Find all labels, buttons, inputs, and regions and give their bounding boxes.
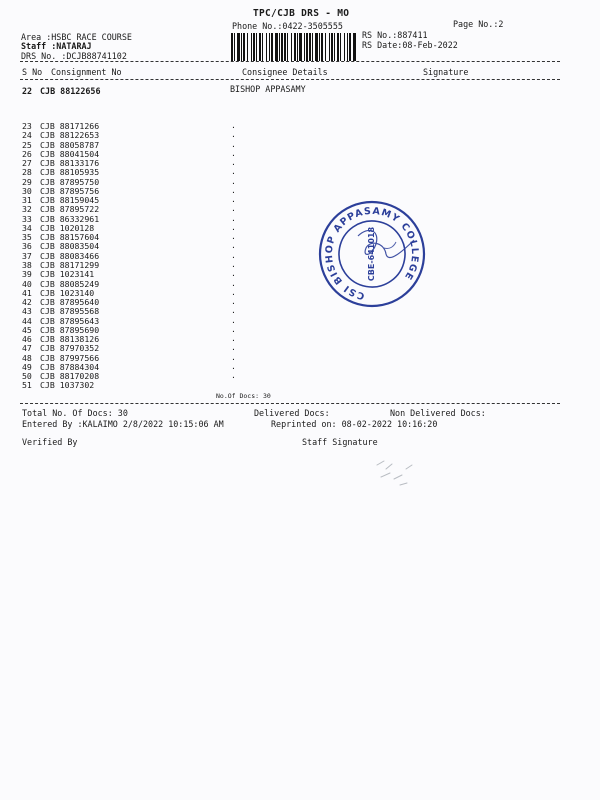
barcode-bar <box>262 33 263 61</box>
docs-count: No.Of Docs: 30 <box>216 392 271 400</box>
barcode-bar <box>234 33 235 61</box>
row-sno: 33 <box>22 213 32 224</box>
row-mark: . <box>231 221 236 232</box>
row-sno: 37 <box>22 250 32 261</box>
row-consignment: CJB 88085249 <box>40 278 100 289</box>
verified-by-label: Verified By <box>22 437 78 447</box>
row-sno: 22 <box>22 86 33 96</box>
barcode-bar <box>259 33 261 61</box>
row-consignment: CJB 88083504 <box>40 241 100 252</box>
row-consignment: CJB 87895722 <box>40 204 100 215</box>
barcode-bar <box>243 33 245 61</box>
row-sno: 29 <box>22 176 32 187</box>
svg-text:CSI BISHOP APPASAMY COLLEGE: CSI BISHOP APPASAMY COLLEGE <box>323 205 421 302</box>
row-consignment: CJB 1023140 <box>40 287 95 298</box>
svg-text:CBE-641018: CBE-641018 <box>367 226 376 282</box>
barcode-bar <box>299 33 302 61</box>
row-mark: . <box>231 184 236 195</box>
row-consignment: CJB 88105935 <box>40 167 100 178</box>
row-sno: 49 <box>22 361 32 372</box>
barcode-bar <box>281 33 283 61</box>
row-consignment: CJB 87895568 <box>40 306 100 317</box>
entered-by: Entered By :KALAIMO 2/8/2022 10:15:06 AM <box>22 419 224 429</box>
barcode-bar <box>334 33 335 61</box>
row-mark: . <box>231 175 236 186</box>
barcode-bar <box>241 33 242 61</box>
divider <box>20 403 560 404</box>
row-consignment: CJB 87895643 <box>40 315 100 326</box>
barcode-bar <box>337 33 339 61</box>
row-sno: 47 <box>22 343 32 354</box>
consignment-list <box>22 122 252 391</box>
barcode-bar <box>284 33 286 61</box>
row-mark: . <box>231 157 236 168</box>
row-mark: . <box>231 212 236 223</box>
row-mark: . <box>231 314 236 325</box>
barcode-bar <box>294 33 296 61</box>
row-mark: . <box>231 268 236 279</box>
row-consignee: BISHOP APPASAMY <box>230 84 306 94</box>
barcode-bar <box>319 33 320 61</box>
barcode-bar <box>291 33 292 61</box>
column-header-consignment: Consignment No <box>51 67 122 77</box>
area-field: Area :HSBC RACE COURSE <box>21 32 132 42</box>
row-sno: 36 <box>22 241 32 252</box>
row-mark: . <box>231 203 236 214</box>
rs-date: RS Date:08-Feb-2022 <box>362 40 458 50</box>
row-mark: . <box>231 129 236 140</box>
row-mark: . <box>231 351 236 362</box>
column-header-sno: S No <box>22 67 43 77</box>
row-sno: 48 <box>22 352 32 363</box>
row-sno: 26 <box>22 148 32 159</box>
row-consignment: CJB 88159045 <box>40 195 100 206</box>
table-row <box>22 381 252 390</box>
row-consignment: CJB 87884304 <box>40 361 100 372</box>
barcode-bar <box>306 33 308 61</box>
row-sno: 28 <box>22 167 32 178</box>
divider <box>20 79 560 80</box>
row-sno: 43 <box>22 306 32 317</box>
row-consignment: CJB 88138126 <box>40 334 100 345</box>
row-consignment: CJB 87895640 <box>40 297 100 308</box>
row-mark: . <box>231 138 236 149</box>
phone-number: Phone No.:0422-3505555 <box>232 21 343 31</box>
document-title: TPC/CJB DRS - MO <box>253 8 350 19</box>
row-mark: . <box>231 231 236 242</box>
row-mark: . <box>231 305 236 316</box>
row-mark: . <box>231 342 236 353</box>
row-consignment: CJB 88122653 <box>40 130 100 141</box>
row-mark: . <box>231 333 236 344</box>
row-sno: 40 <box>22 278 32 289</box>
row-sno: 41 <box>22 287 32 298</box>
row-consignment: CJB 88133176 <box>40 158 100 169</box>
row-mark: . <box>231 277 236 288</box>
barcode-bar <box>309 33 311 61</box>
barcode-bar <box>344 33 345 61</box>
barcode-bar <box>329 33 330 61</box>
barcode-bar <box>287 33 288 61</box>
row-consignment: CJB 86332961 <box>40 213 100 224</box>
row-consignment: CJB 88157604 <box>40 232 100 243</box>
barcode-bar <box>247 33 248 61</box>
row-sno: 35 <box>22 232 32 243</box>
barcode-bar <box>347 33 348 61</box>
row-mark: . <box>231 296 236 307</box>
row-sno: 39 <box>22 269 32 280</box>
divider <box>20 61 560 62</box>
total-docs: Total No. Of Docs: 30 <box>22 408 128 418</box>
drs-number: DRS No. :DCJB88741102 <box>21 51 127 61</box>
row-sno: 32 <box>22 204 32 215</box>
row-sno: 46 <box>22 334 32 345</box>
row-consignment: CJB 87895690 <box>40 324 100 335</box>
row-consignment: CJB 88171299 <box>40 259 100 270</box>
barcode-bar <box>275 33 278 61</box>
row-mark: . <box>231 286 236 297</box>
barcode-bar <box>297 33 298 61</box>
college-stamp <box>314 196 430 312</box>
staff-field: Staff :NATARAJ <box>21 41 92 51</box>
row-sno: 51 <box>22 380 32 391</box>
row-sno: 30 <box>22 185 32 196</box>
barcode-bar <box>353 33 356 61</box>
barcode <box>231 33 357 61</box>
rs-number: RS No.:887411 <box>362 30 428 40</box>
reprinted-on: Reprinted on: 08-02-2022 10:16:20 <box>271 419 438 429</box>
barcode-bar <box>279 33 280 61</box>
row-mark: . <box>231 258 236 269</box>
barcode-bar <box>269 33 270 61</box>
row-mark: . <box>231 249 236 260</box>
row-mark: . <box>231 166 236 177</box>
column-header-signature: Signature <box>423 67 469 77</box>
row-consignment: CJB 1037302 <box>40 380 95 391</box>
row-mark: . <box>231 120 236 130</box>
barcode-bar <box>231 33 233 61</box>
barcode-bar <box>256 33 257 61</box>
row-mark: . <box>231 360 236 371</box>
row-consignment: CJB 88058787 <box>40 139 100 150</box>
row-consignment: CJB 1020128 <box>40 222 95 233</box>
row-sno: 44 <box>22 315 32 326</box>
row-sno: 50 <box>22 371 32 382</box>
barcode-bar <box>271 33 273 61</box>
row-mark: . <box>231 370 236 381</box>
barcode-bar <box>321 33 323 61</box>
barcode-bar <box>253 33 255 61</box>
row-mark: . <box>231 323 236 334</box>
row-sno: 23 <box>22 121 32 131</box>
row-mark: . <box>231 194 236 205</box>
row-consignment: CJB 87997566 <box>40 352 100 363</box>
row-consignment: CJB 87970352 <box>40 343 100 354</box>
row-sno: 27 <box>22 158 32 169</box>
barcode-bar <box>304 33 305 61</box>
row-consignment: CJB 88041504 <box>40 148 100 159</box>
barcode-bar <box>266 33 267 61</box>
page-number: Page No.:2 <box>453 19 504 29</box>
barcode-bar <box>331 33 333 61</box>
barcode-bar <box>237 33 240 61</box>
row-sno: 34 <box>22 222 32 233</box>
row-sno: 31 <box>22 195 32 206</box>
row-mark: . <box>231 240 236 251</box>
row-consignment: CJB 1023141 <box>40 269 95 280</box>
row-consignment: CJB 88083466 <box>40 250 100 261</box>
barcode-bar <box>349 33 351 61</box>
row-consignment: CJB 87895750 <box>40 176 100 187</box>
barcode-bar <box>312 33 313 61</box>
row-sno: 45 <box>22 324 32 335</box>
row-sno: 42 <box>22 297 32 308</box>
barcode-bar <box>340 33 341 61</box>
row-consignment: CJB 88170208 <box>40 371 100 382</box>
barcode-bar <box>251 33 252 61</box>
staff-signature-label: Staff Signature <box>302 437 378 447</box>
row-consignment: CJB 88122656 <box>40 86 101 96</box>
row-sno: 24 <box>22 130 32 141</box>
row-consignment: CJB 87895756 <box>40 185 100 196</box>
row-consignment: CJB 88171266 <box>40 121 100 131</box>
barcode-bar <box>315 33 318 61</box>
row-sno: 38 <box>22 259 32 270</box>
row-mark: . <box>231 147 236 158</box>
row-sno: 25 <box>22 139 32 150</box>
column-header-consignee: Consignee Details <box>242 67 328 77</box>
non-delivered-docs: Non Delivered Docs: <box>390 408 486 418</box>
delivered-docs: Delivered Docs: <box>254 408 330 418</box>
faint-mark <box>372 455 422 495</box>
barcode-bar <box>325 33 326 61</box>
